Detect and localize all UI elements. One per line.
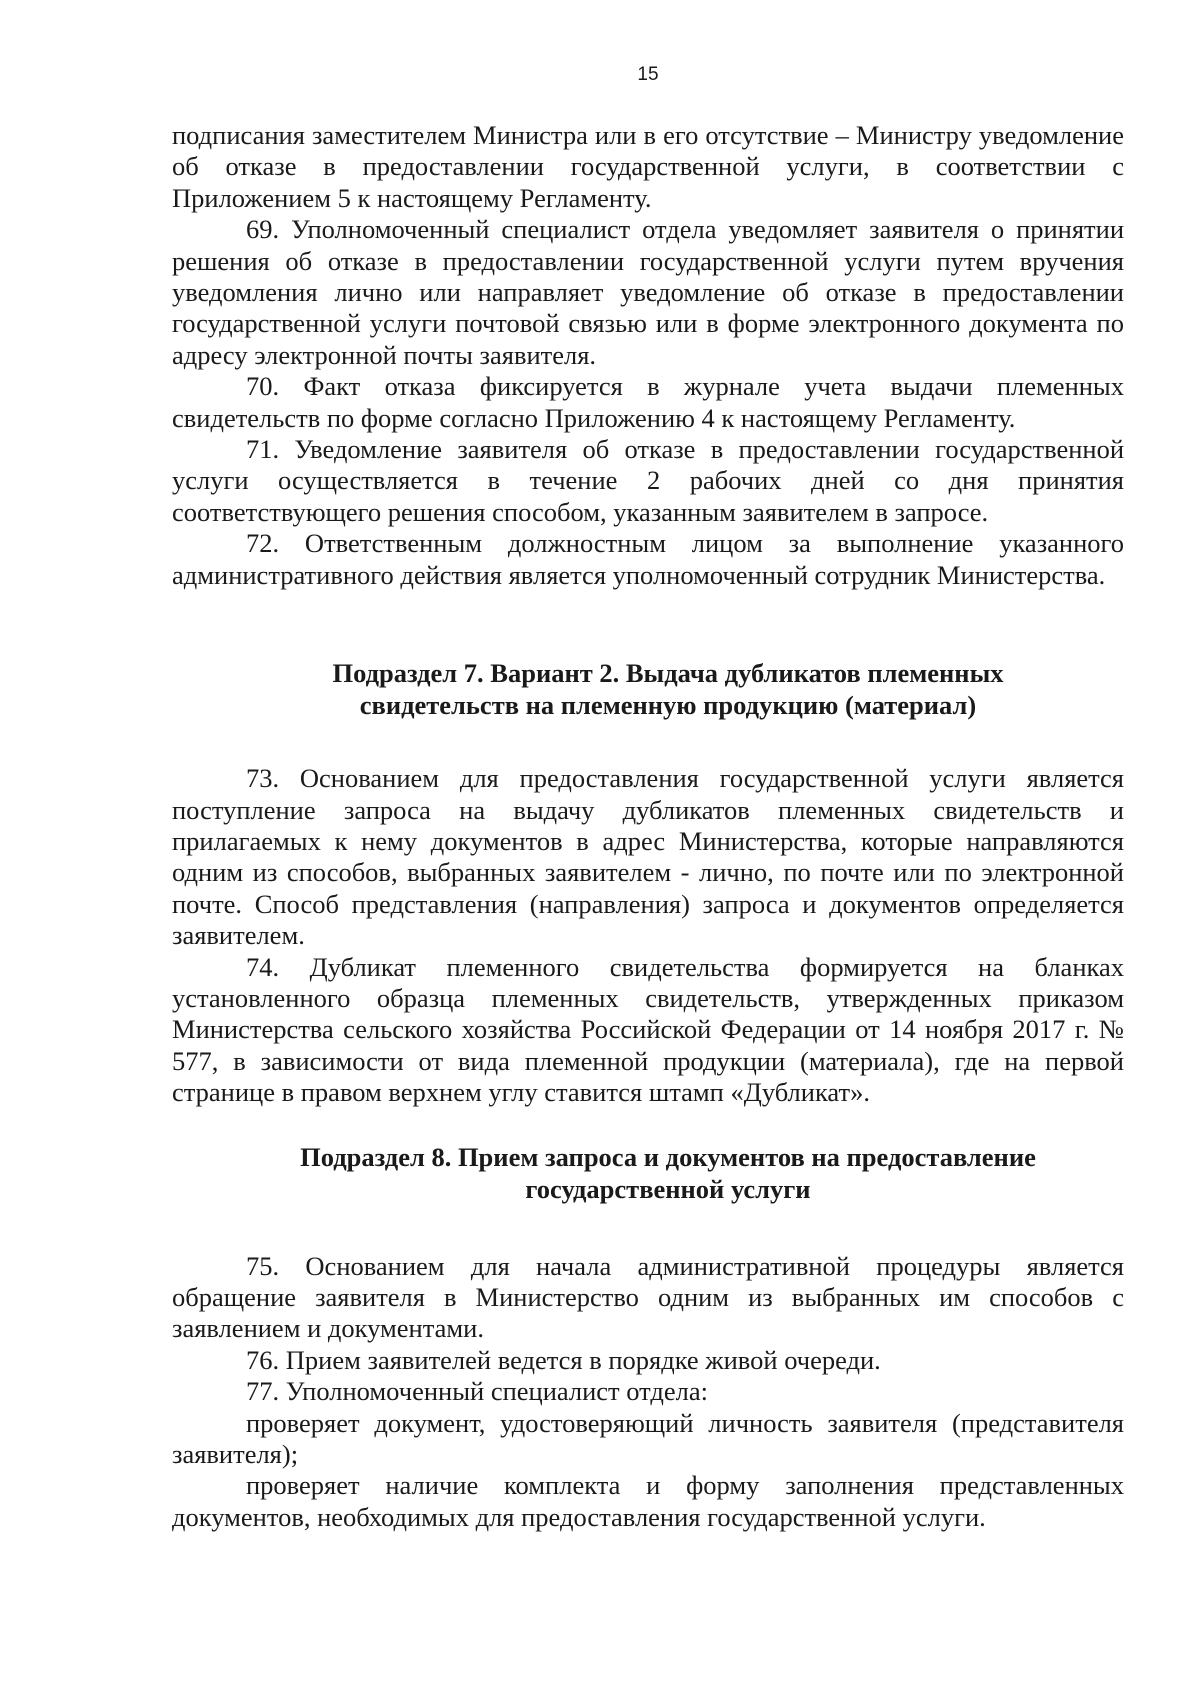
paragraph-70: 70. Факт отказа фиксируется в журнале учета выдачи племенных свидетельств по форме согласно Приложению 4 к настоящему Регламенту.: [172, 371, 1124, 433]
paragraph-continuation: подписания заместителем Министра или в его отсутствие – Министру уведомление об отказе в предоставлении государственной услуги, в соответствии с Приложением 5 к настоящему Регламенту.: [172, 120, 1124, 213]
list-item-check-identity: проверяет документ, удостоверяющий личность заявителя (представителя заявителя);: [172, 1407, 1124, 1469]
paragraph-74: 74. Дубликат племенного свидетельства формируется на бланках установленного образца племенных свидетельств, утвержденных приказом Министерства сельского хозяйства Российской Федерации от 14 ноября 2017 г. № 577, в зависимости от вида племенной продукции (материала), где на первой странице в правом верхнем углу ставится штамп «Дубликат».: [172, 951, 1124, 1108]
list-item-check-documents: проверяет наличие комплекта и форму заполнения представленных документов, необходимых для предоставления государственной услуги.: [172, 1470, 1124, 1532]
subsection-7-heading-line1: Подраздел 7. Вариант 2. Выдача дубликатов племенных: [332, 658, 1004, 689]
paragraph-76: 76. Прием заявителей ведется в порядке живой очереди.: [246, 1344, 881, 1375]
subsection-7-heading: [172, 657, 1124, 721]
subsection-8-heading: [172, 1141, 1124, 1205]
paragraph-77: 77. Уполномоченный специалист отдела:: [246, 1376, 708, 1407]
paragraph-71: 71. Уведомление заявителя об отказе в предоставлении государственной услуги осуществляется в течение 2 рабочих дней со дня принятия соответствующего решения способом, указанным заявителем в запросе.: [172, 434, 1124, 527]
subsection-8-heading-line1: Подраздел 8. Прием запроса и документов на предоставление: [300, 1141, 1036, 1172]
document-body: [172, 120, 1124, 1533]
page-number: 15: [637, 64, 659, 85]
paragraph-75: 75. Основанием для начала административной процедуры является обращение заявителя в Министерство одним из выбранных им способов с заявлением и документами.: [172, 1250, 1124, 1344]
subsection-7-heading-line2: свидетельств на племенную продукцию (материал): [359, 690, 977, 721]
paragraph-73: 73. Основанием для предоставления государственной услуги является поступление запроса на выдачу дубликатов племенных свидетельств и прилагаемых к нему документов в адрес Министерства, которые направляются одним из способов, выбранных заявителем - лично, по почте или по электронной почте. Способ представления (направления) запроса и документов определяется заявителем.: [172, 763, 1124, 951]
subsection-8-heading-line2: государственной услуги: [525, 1173, 811, 1204]
paragraph-69: 69. Уполномоченный специалист отдела уведомляет заявителя о принятии решения об отказе в предоставлении государственной услуги путем вручения уведомления лично или направляет уведомление об отказе в предоставлении государственной услуги почтовой связью или в форме электронного документа по адресу электронной почты заявителя.: [172, 214, 1124, 370]
paragraph-72: 72. Ответственным должностным лицом за выполнение указанного административного действия является уполномоченный сотрудник Министерства.: [172, 528, 1124, 590]
